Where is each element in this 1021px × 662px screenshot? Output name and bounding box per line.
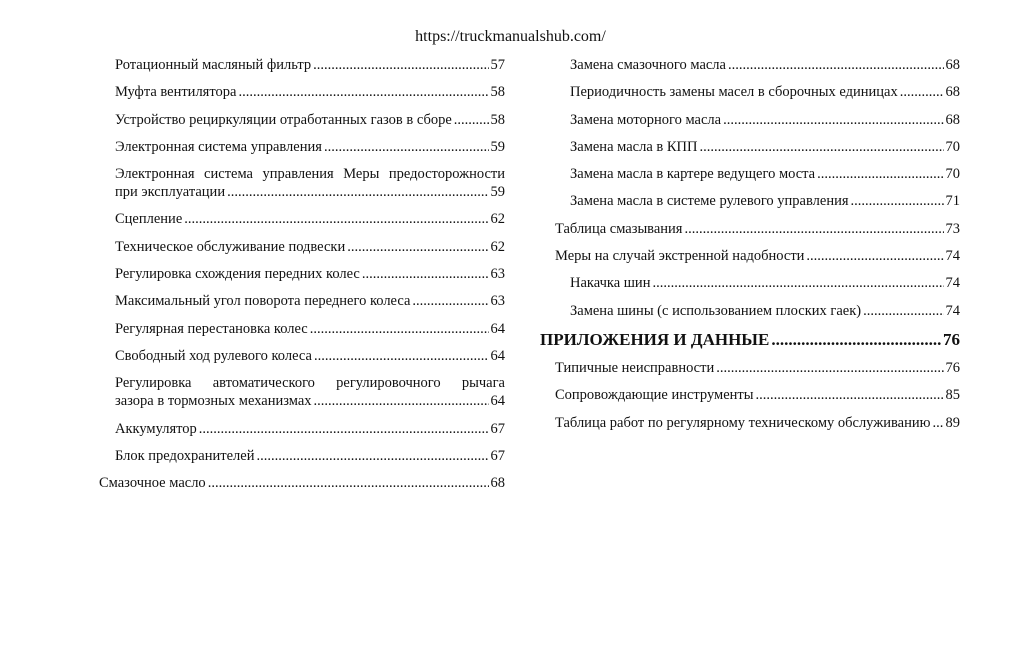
toc-leader-dots (817, 165, 943, 183)
toc-entry (99, 111, 505, 129)
toc-entry-title: Таблица смазывания (555, 220, 683, 237)
toc-entry-page: 70 (945, 166, 960, 183)
toc-leader-dots (699, 138, 943, 156)
toc-entry-page: 74 (945, 275, 960, 292)
toc-entry (540, 386, 960, 404)
toc-entry (540, 165, 960, 183)
toc-right-column (540, 56, 960, 441)
toc-leader-dots (728, 56, 944, 74)
toc-entry-title: Ротационный масляный фильтр (115, 57, 312, 73)
toc-entry-page: 63 (490, 266, 505, 283)
toc-entry-page: 76 (945, 359, 960, 376)
toc-entry (99, 238, 505, 256)
toc-leader-dots (771, 329, 941, 351)
toc-leader-dots (310, 320, 489, 338)
toc-entry-title: Электронная система управления (115, 138, 322, 155)
toc-entry-page: 59 (490, 184, 505, 201)
toc-entry (540, 192, 960, 210)
toc-entry-page: 68 (945, 111, 960, 128)
toc-leader-dots (324, 138, 489, 156)
toc-entry (540, 274, 960, 292)
toc-entry-title: Блок предохранителей (115, 447, 255, 464)
toc-entry-title: Муфта вентилятора (115, 84, 237, 101)
toc-entry (99, 292, 505, 310)
toc-entry (99, 210, 505, 228)
toc-entry-title: ПРИЛОЖЕНИЯ И ДАННЫЕ (540, 329, 770, 349)
toc-entry-page: 63 (490, 293, 505, 310)
toc-entry-title: Сопровождающие инструменты (555, 387, 754, 404)
toc-entry (99, 347, 505, 365)
toc-entry-title: Смазочное масло (99, 475, 206, 492)
toc-entry (99, 474, 505, 492)
toc-entry-title: Замена шины (с использованием плоских гаек) (570, 302, 862, 319)
toc-entry-page: 58 (490, 111, 505, 128)
toc-entry-title: Регулярная перестановка колес (115, 320, 308, 337)
toc-entry (540, 302, 960, 320)
toc-entry-title-line1: Регулировка автоматического регулировочного рычага (115, 375, 505, 392)
toc-entry (540, 359, 960, 377)
toc-leader-dots (184, 210, 488, 228)
toc-entry-page: 76 (943, 329, 960, 349)
toc-entry-title: Сцепление (115, 211, 183, 228)
toc-left-column (99, 56, 505, 501)
toc-entry-title: Замена моторного масла (570, 111, 722, 128)
toc-entry-page: 68 (945, 84, 960, 101)
toc-entry-title: Максимальный угол поворота переднего колеса (115, 293, 411, 310)
toc-entry-title-line2: при эксплуатации (115, 184, 226, 201)
toc-leader-dots (199, 420, 489, 438)
toc-leader-dots (652, 274, 943, 292)
toc-entry (540, 56, 960, 74)
toc-entry (99, 165, 505, 201)
toc-leader-dots (256, 447, 488, 465)
toc-entry (99, 265, 505, 283)
toc-entry (540, 138, 960, 156)
toc-entry (99, 138, 505, 156)
toc-leader-dots (716, 359, 943, 377)
toc-entry-page: 74 (945, 248, 960, 265)
toc-entry-title: Замена масла в системе рулевого управления (570, 193, 849, 210)
toc-leader-dots (851, 192, 944, 210)
toc-entry-page: 67 (490, 420, 505, 437)
toc-leader-dots (454, 111, 489, 129)
toc-entry (99, 447, 505, 465)
page-header-url: https://truckmanualshub.com/ (415, 28, 606, 45)
toc-entry-page: 68 (490, 475, 505, 492)
toc-entry-title: Свободный ход рулевого колеса (115, 347, 312, 364)
toc-leader-dots (313, 56, 488, 74)
toc-entry-title: Аккумулятор (115, 420, 197, 437)
toc-entry-page: 64 (490, 393, 505, 410)
toc-entry-title: Таблица работ по регулярному техническому обслуживанию (555, 414, 931, 431)
toc-entry (540, 83, 960, 101)
toc-leader-dots (314, 347, 489, 365)
toc-entry (540, 414, 960, 432)
toc-entry-title: Замена масла в картере ведущего моста (570, 166, 816, 183)
toc-leader-dots (347, 238, 488, 256)
toc-entry (540, 247, 960, 265)
toc-leader-dots (932, 414, 943, 432)
toc-entry (99, 374, 505, 410)
toc-entry-title: Замена смазочного масла (570, 57, 726, 73)
toc-entry (540, 111, 960, 129)
toc-entry (99, 83, 505, 101)
toc-entry (99, 320, 505, 338)
toc-entry-page: 85 (945, 387, 960, 404)
toc-entry-page: 89 (945, 414, 960, 431)
toc-entry-page: 73 (945, 220, 960, 237)
toc-section-heading (540, 329, 960, 351)
toc-leader-dots (723, 111, 943, 129)
toc-entry-page: 71 (945, 193, 960, 210)
toc-leader-dots (863, 302, 943, 320)
toc-entry-page: 70 (945, 138, 960, 155)
toc-entry-page: 58 (490, 84, 505, 101)
toc-entry-page: 67 (490, 447, 505, 464)
toc-leader-dots (208, 474, 489, 492)
toc-entry-title: Техническое обслуживание подвески (115, 238, 346, 255)
toc-entry-page: 59 (490, 138, 505, 155)
toc-entry-title: Устройство рециркуляции отработанных газов в сборе (115, 111, 452, 128)
toc-leader-dots (314, 392, 489, 410)
toc-leader-dots (412, 292, 488, 310)
toc-entry-title: Периодичность замены масел в сборочных единицах (570, 84, 898, 101)
toc-entry-title: Типичные неисправности (555, 359, 715, 376)
toc-entry-page: 62 (490, 238, 505, 255)
toc-entry-title: Регулировка схождения передних колес (115, 266, 360, 283)
toc-leader-dots (756, 386, 944, 404)
toc-entry-title-line1: Электронная система управления Меры предосторожности (115, 166, 505, 183)
toc-entry (99, 56, 505, 74)
toc-entry-title: Замена масла в КПП (570, 138, 698, 155)
toc-leader-dots (900, 83, 944, 101)
toc-entry (540, 220, 960, 238)
toc-leader-dots (806, 247, 943, 265)
toc-entry-title: Накачка шин (570, 275, 651, 292)
toc-entry-page: 74 (945, 302, 960, 319)
toc-entry-page: 57 (490, 57, 505, 73)
toc-leader-dots (684, 220, 943, 238)
toc-leader-dots (227, 183, 488, 201)
toc-entry-title: Меры на случай экстренной надобности (555, 248, 805, 265)
toc-entry-title-line2: зазора в тормозных механизмах (115, 393, 312, 410)
toc-entry-page: 68 (945, 57, 960, 73)
toc-leader-dots (238, 83, 488, 101)
toc-entry-page: 62 (490, 211, 505, 228)
toc-leader-dots (362, 265, 489, 283)
toc-entry-page: 64 (490, 320, 505, 337)
toc-entry (99, 420, 505, 438)
toc-entry-page: 64 (490, 347, 505, 364)
